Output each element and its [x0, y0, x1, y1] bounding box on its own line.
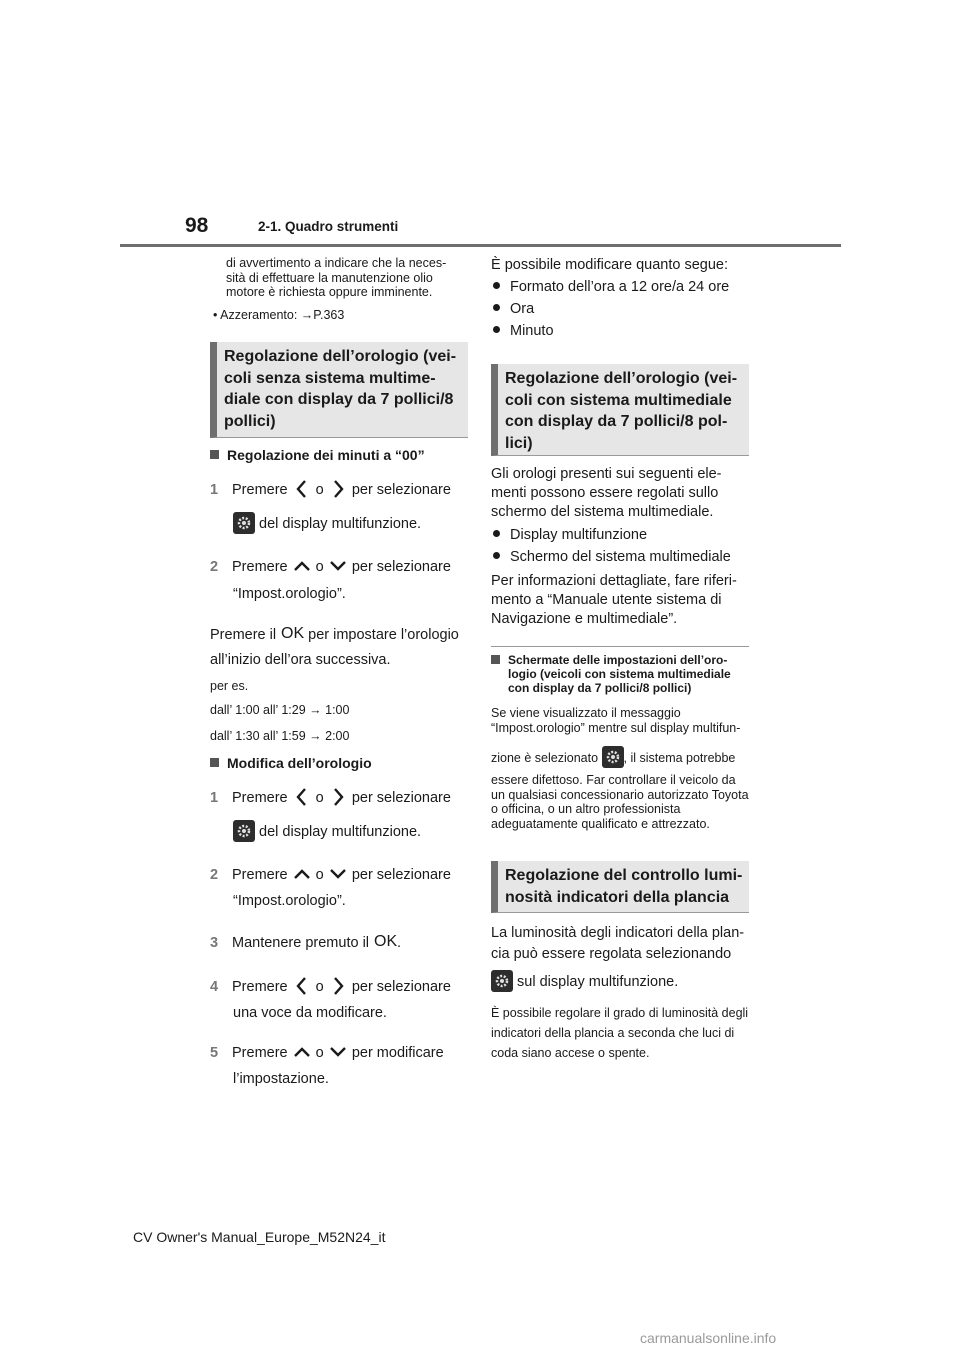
intro-text: di avvertimento a indicare che la neces-sità di effettuare la manutenzione olio motore è richiesta oppure imminente. [226, 256, 447, 299]
step-number: 1 [210, 482, 219, 498]
subheading-modify [210, 755, 372, 771]
heading-clock-multimedia: Regolazione dell’orologio (vei-coli con sistema multimediale con display da 7 pollici/8 pol-lici) [491, 364, 749, 456]
right-para-3a: Se viene visualizzato il messaggio “Impost.orologio” mentre sul display multifun- [491, 706, 741, 735]
modify-step-1-line-2 [233, 820, 421, 842]
list-item-text: Formato dell’ora a 12 ore/a 24 ore [510, 279, 730, 295]
watermark[interactable]: carmanualsonline.info [640, 1330, 777, 1346]
step-number: 2 [210, 867, 219, 883]
right-para-3b [491, 746, 735, 768]
para-text: sul display multifunzione. [517, 974, 679, 990]
chevron-right-icon [328, 787, 348, 807]
bullet-icon [493, 282, 500, 289]
or-text: o [315, 867, 324, 883]
section-title: 2-1. Quadro strumenti [258, 219, 399, 234]
step-number: 4 [210, 979, 219, 995]
or-text: o [315, 1045, 324, 1061]
step-text: Premere [232, 559, 288, 575]
list-item-text: Schermo del sistema multimediale [510, 549, 731, 565]
list-item-text: Display multifunzione [510, 527, 648, 543]
or-text: o [315, 979, 324, 995]
step-1-line-2 [233, 512, 421, 534]
bullet-list-1 [493, 278, 729, 341]
step-text: Premere [232, 1045, 288, 1061]
step-text: . [397, 935, 402, 951]
step-1-line [210, 479, 451, 499]
step-number: 2 [210, 559, 219, 575]
bullet-list-2 [493, 526, 731, 567]
or-text: o [315, 559, 324, 575]
list-item [493, 526, 731, 545]
modify-step-2-line-2: “Impost.orologio”. [233, 893, 346, 909]
example-label: per es. [210, 679, 249, 693]
heading-brightness: Regolazione del controllo lumi-nosità indicatori della plancia [491, 861, 749, 913]
page-number: 98 [185, 214, 209, 237]
step-text: per selezionare [351, 559, 451, 575]
para-text: zione è selezionato [491, 751, 599, 765]
step-text: per selezionare [351, 979, 451, 995]
subheading-clock-screens-text: Schermate delle impostazioni dell’oro-logio (veicoli con sistema multimediale con display da 7 pollici/8 pollici) [508, 653, 731, 695]
modify-step-4 [210, 976, 451, 996]
gear-icon [233, 820, 255, 842]
chevron-down-icon [328, 864, 348, 884]
right-para-1: Gli orologi presenti sui seguenti ele-menti possono essere regolati sullo schermo del sistema multimediale. [491, 466, 722, 520]
ok-paragraph [210, 624, 459, 643]
svg-text:OK: OK [374, 933, 398, 948]
example-2: dall’ 1:30 all’ 1:59 → 2:00 [210, 729, 350, 743]
bullet-icon [493, 530, 500, 537]
right-para-3d: essere difettoso. Far controllare il veicolo da un qualsiasi concessionario autorizzato Toyota o officina, o un altro professionista adeguatamente qualificato e attrezzato. [491, 773, 749, 831]
step-2-line [210, 556, 451, 576]
list-item-text: Minuto [510, 323, 554, 339]
square-bullet-icon [210, 450, 219, 459]
step-text: per selezionare [351, 482, 451, 498]
ok-text: Premere il [210, 627, 277, 643]
gear-icon [602, 746, 624, 768]
right-para-4b: cia può essere regolata selezionando [491, 946, 732, 962]
square-bullet-icon [491, 655, 500, 664]
modify-step-1 [210, 787, 451, 807]
modify-step-4-line-2: una voce da modificare. [233, 1005, 387, 1021]
chevron-left-icon [292, 787, 312, 807]
footer-manual-name: CV Owner's Manual_Europe_M52N24_it [133, 1229, 386, 1245]
chevron-down-icon [328, 556, 348, 576]
gear-icon [491, 970, 513, 992]
bullet-icon [493, 326, 500, 333]
example-1: dall’ 1:00 all’ 1:29 → 1:00 [210, 703, 350, 717]
reset-text: Azzeramento: →P.363 [220, 308, 345, 322]
para-text: , il sistema potrebbe [623, 751, 736, 765]
ok-paragraph-2: all’inizio dell’ora successiva. [210, 652, 391, 668]
step-text: Premere [232, 790, 288, 806]
step-number: 1 [210, 790, 219, 806]
header-rule [120, 244, 841, 247]
step-text: per selezionare [351, 867, 451, 883]
bullet-icon [493, 304, 500, 311]
step-text: del display multifunzione. [259, 516, 422, 532]
chevron-right-icon [328, 479, 348, 499]
right-para-4a: La luminosità degli indicatori della plan- [491, 925, 745, 941]
step-text: del display multifunzione. [259, 824, 422, 840]
modify-step-3 [210, 932, 401, 951]
reset-item: • Azzeramento: →P.363 [213, 308, 345, 322]
modify-step-2 [210, 864, 451, 884]
chevron-left-icon [292, 976, 312, 996]
chevron-up-icon [292, 556, 312, 576]
right-para-2: Per informazioni dettagliate, fare riferi-mento a “Manuale utente sistema di Navigazione e multimediale”. [491, 573, 737, 627]
step-number: 3 [210, 935, 219, 951]
list-item-text: Ora [510, 301, 535, 317]
square-bullet-icon [210, 758, 219, 767]
step-text: Mantenere premuto il [232, 935, 370, 951]
divider [491, 646, 749, 647]
step-text: Premere [232, 867, 288, 883]
right-para-4c [491, 970, 678, 992]
chevron-up-icon [292, 1042, 312, 1062]
ok-text: per impostare l’orologio [308, 627, 459, 643]
ok-icon [280, 624, 304, 640]
step-text: per modificare [351, 1045, 444, 1061]
step-text: Premere [232, 979, 288, 995]
subheading-clock-screens [491, 653, 749, 695]
gear-icon [233, 512, 255, 534]
right-intro: È possibile modificare quanto segue: [491, 257, 728, 273]
right-para-5: È possibile regolare il grado di luminosità degli indicatori della plancia a seconda che luci di coda siano accese o spente. [491, 1006, 749, 1060]
chevron-left-icon [292, 479, 312, 499]
svg-text:OK: OK [281, 625, 305, 640]
list-item [493, 300, 729, 319]
chevron-right-icon [328, 976, 348, 996]
subheading-modify-text: Modifica dell’orologio [227, 755, 372, 771]
list-item [493, 278, 729, 297]
modify-step-5-line-2: l’impostazione. [233, 1071, 329, 1087]
or-text: o [315, 482, 324, 498]
ok-icon [373, 932, 397, 948]
bullet-icon [493, 552, 500, 559]
list-item [493, 322, 729, 341]
or-text: o [315, 790, 324, 806]
step-number: 5 [210, 1045, 219, 1061]
step-text: per selezionare [351, 790, 451, 806]
subheading-minutes-text: Regolazione dei minuti a “00” [227, 447, 425, 463]
step-text: Premere [232, 482, 288, 498]
list-item [493, 548, 731, 567]
heading-clock-no-multimedia: Regolazione dell’orologio (vei-coli senza sistema multime-diale con display da 7 pollici/8 pollici) [210, 342, 468, 438]
subheading-minutes [210, 447, 425, 463]
modify-step-5 [210, 1042, 444, 1062]
step-2-line-2: “Impost.orologio”. [233, 586, 346, 602]
chevron-up-icon [292, 864, 312, 884]
chevron-down-icon [328, 1042, 348, 1062]
